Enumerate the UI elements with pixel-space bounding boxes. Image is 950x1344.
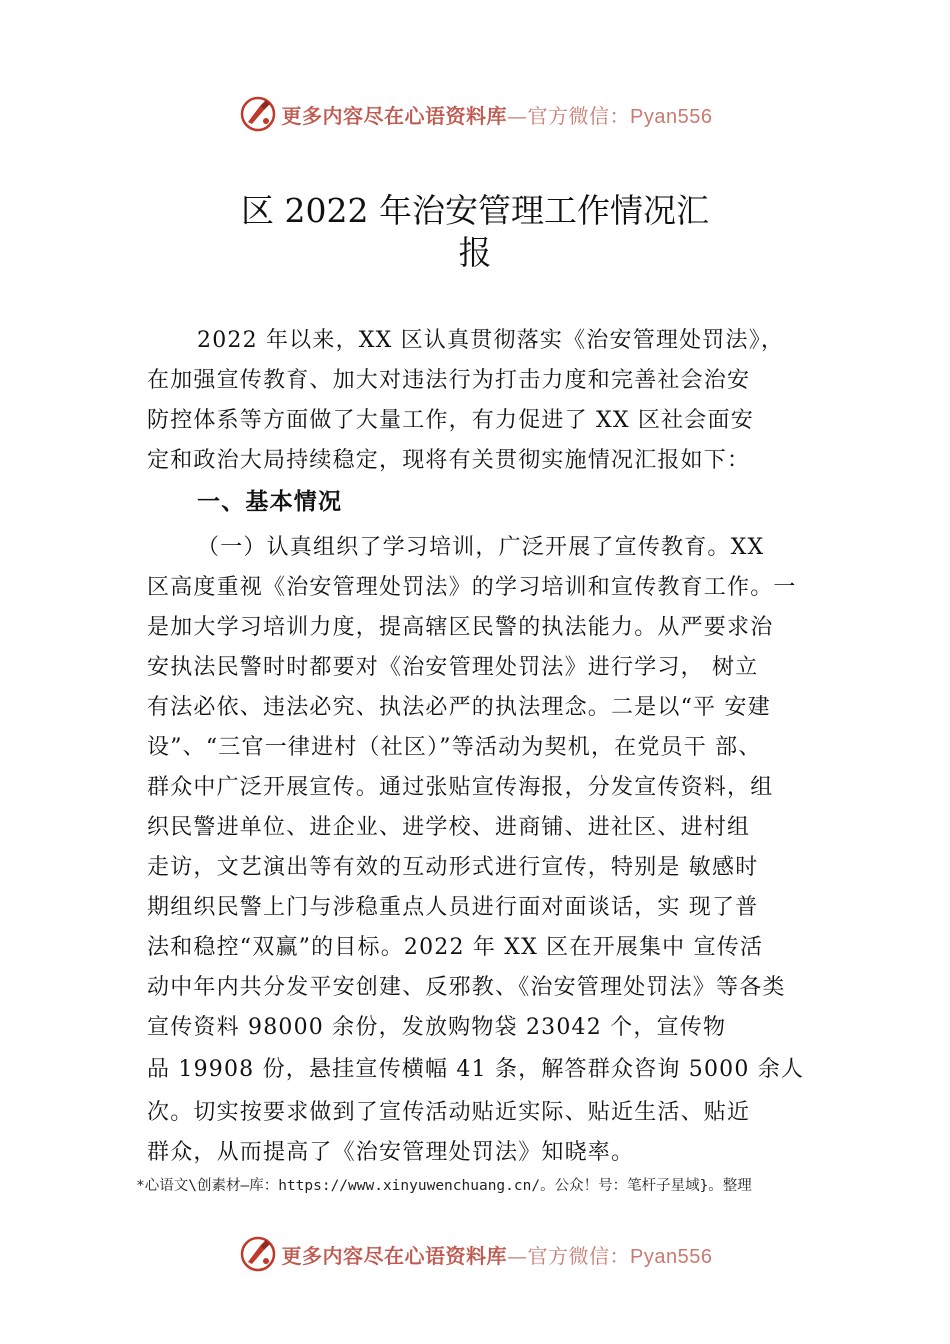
body-line-20: 次。切实按要求做到了宣传活动贴近实际、贴近生活、贴近 xyxy=(147,1100,751,1125)
banner-dash: — xyxy=(507,1243,528,1268)
body-line-3: 防控体系等方面做了大量工作，有力促进了 XX 区社会面安 xyxy=(147,408,754,433)
body-line-10: 有法必依、违法必究、执法必严的执法理念。二是以“平 安建 xyxy=(147,695,771,720)
body-line-14: 走访，文艺演出等有效的互动形式进行宣传，特别是 敏感时 xyxy=(147,855,759,880)
banner-dash: — xyxy=(507,103,528,128)
banner-mid: 官方微信： xyxy=(527,103,631,128)
source-footnote: *心语文\创素材—库：https://www.xinyuwenchuang.cn/。公众！号：笔杆子星域}。整理 xyxy=(136,1178,752,1194)
body-line-2: 在加强宣传教育、加大对违法行为打击力度和完善社会治安 xyxy=(147,368,751,393)
body-line-7: 区高度重视《治安管理处罚法》的学习培训和宣传教育工作。一 xyxy=(147,575,797,600)
body-line-6: （一）认真组织了学习培训，广泛开展了宣传教育。XX xyxy=(197,535,765,560)
body-line-12: 群众中广泛开展宣传。通过张贴宣传海报，分发宣传资料，组 xyxy=(147,775,774,800)
body-line-21: 群众，从而提高了《治安管理处罚法》知晓率。 xyxy=(147,1140,635,1165)
header-banner[interactable] xyxy=(0,92,950,136)
body-line-11: 设”、“三官一律进村（社区）”等活动为契机，在党员干 部、 xyxy=(147,735,762,760)
body-line-15: 期组织民警上门与涉稳重点人员进行面对面谈话，实 现了普 xyxy=(147,895,759,920)
body-line-9: 安执法民警时时都要对《治安管理处罚法》进行学习， 树立 xyxy=(147,655,759,680)
footer-banner[interactable] xyxy=(0,1232,950,1276)
body-line-1: 2022 年以来，XX 区认真贯彻落实《治安管理处罚法》， xyxy=(197,328,785,353)
banner-mid: 官方微信： xyxy=(527,1243,631,1268)
section-heading: 一、基本情况 xyxy=(197,489,343,515)
banner-prefix: 更多内容尽在心语资料库 xyxy=(281,1243,508,1268)
body-line-18: 宣传资料 98000 余份，发放购物袋 23042 个，宣传物 xyxy=(147,1015,727,1040)
banner-prefix: 更多内容尽在心语资料库 xyxy=(281,103,508,128)
banner-text xyxy=(282,1240,713,1269)
page-title-line2: 报 xyxy=(458,233,492,272)
brand-logo-icon xyxy=(238,1234,278,1274)
body-line-4: 定和政治大局持续稳定，现将有关贯彻实施情况汇报如下： xyxy=(147,448,751,473)
brand-logo-icon xyxy=(238,94,278,134)
banner-text xyxy=(282,100,713,129)
body-line-17: 动中年内共分发平安创建、反邪教、《治安管理处罚法》等各类 xyxy=(147,975,786,1000)
body-line-13: 织民警进单位、进企业、进学校、进商铺、进社区、进村组 xyxy=(147,815,751,840)
body-line-19: 品 19908 份，悬挂宣传横幅 41 条，解答群众咨询 5000 余人 xyxy=(147,1057,805,1082)
banner-wechat-id: Pyan556 xyxy=(630,1245,713,1268)
body-line-8: 是加大学习培训力度，提高辖区民警的执法能力。从严要求治 xyxy=(147,615,774,640)
body-line-16: 法和稳控“双赢”的目标。2022 年 XX 区在开展集中 宣传活 xyxy=(147,935,764,960)
banner-wechat-id: Pyan556 xyxy=(630,105,713,128)
page-title-line1: 区 2022 年治安管理工作情况汇 xyxy=(241,191,709,230)
